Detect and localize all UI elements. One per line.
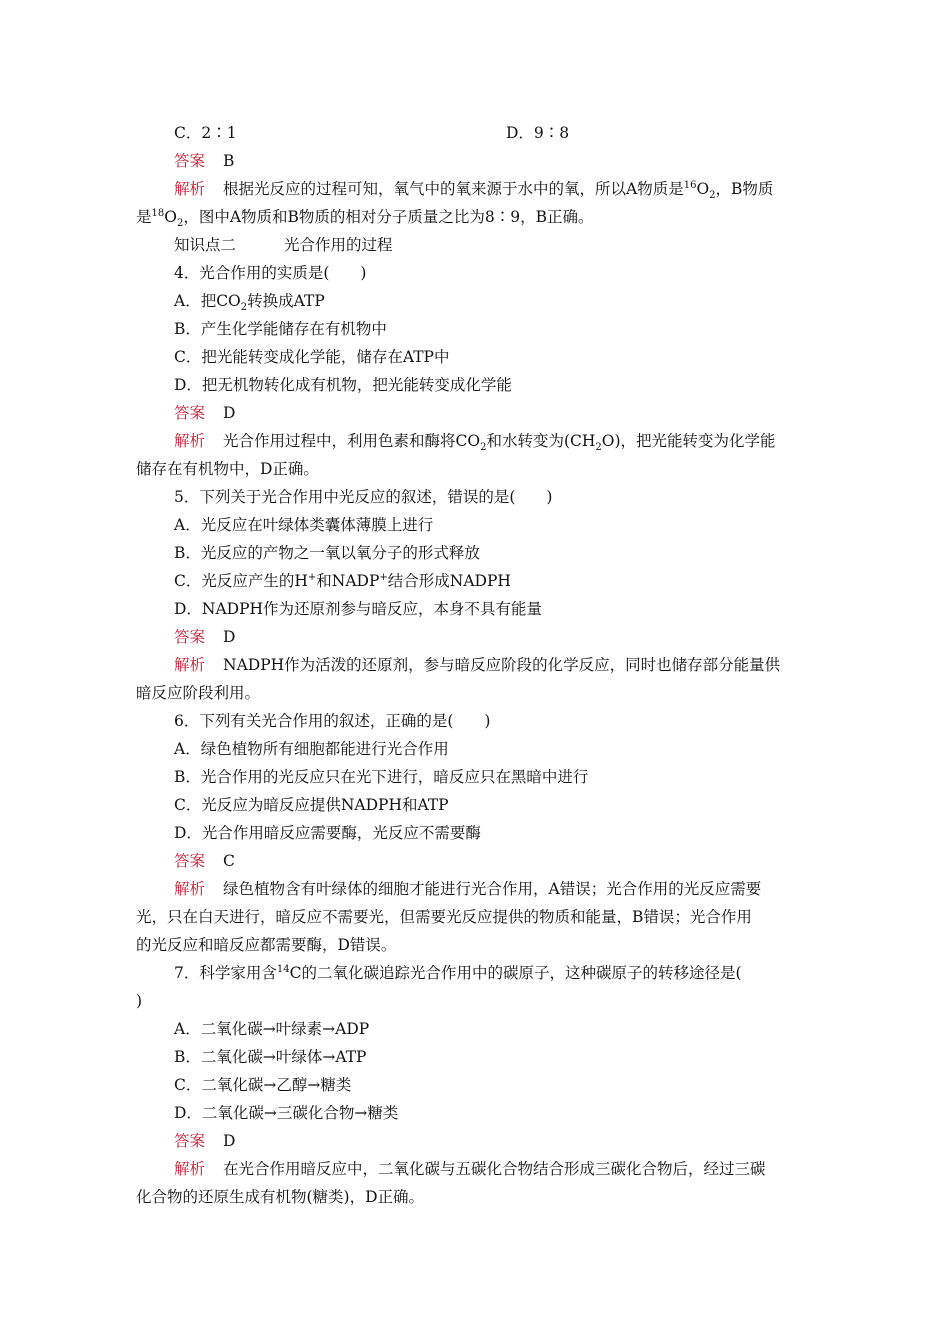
q4-option-d: D．把无机物转化成有机物，把光能转变成化学能: [174, 376, 512, 394]
answer-label: 答案: [174, 852, 206, 870]
q4-option-a: A．把$CO_2$转换成ATP: [174, 292, 325, 314]
q5-analysis-line-1: 解析 NADPH作为活泼的还原剂，参与暗反应阶段的化学反应，同时也储存部分能量供: [174, 656, 781, 674]
q7-analysis-line-2: 化合物的还原生成有机物(糖类)，D正确。: [136, 1188, 425, 1206]
q7-option-a: A．二氧化碳→叶绿素→ADP: [174, 1020, 370, 1038]
q5-answer: [0, 627, 950, 647]
q5-option-b: B．光反应的产物之一氧以氧分子的形式释放: [174, 544, 480, 562]
q4-answer: [0, 403, 950, 423]
q6-option-b: B．光合作用的光反应只在光下进行，暗反应只在黑暗中进行: [174, 768, 589, 786]
q6-option-c: C．光反应为暗反应提供NADPH和ATP: [174, 796, 449, 814]
q7-stem-line-2: ): [136, 992, 143, 1010]
q4-analysis-line-2: 储存在有机物中，D正确。: [136, 460, 319, 478]
answer-label: 答案: [174, 404, 206, 422]
q7-stem-line-1: 7．科学家用含$^{14}$C的二氧化碳追踪光合作用中的碳原子，这种碳原子的转移途径是(: [174, 963, 742, 982]
q6-analysis-line-1: 解析 绿色植物含有叶绿体的细胞才能进行光合作用，A错误；光合作用的光反应需要: [174, 880, 762, 898]
q5-stem: 5．下列关于光合作用中光反应的叙述，错误的是( ): [174, 488, 553, 506]
q5-option-a: A．光反应在叶绿体类囊体薄膜上进行: [174, 516, 434, 534]
q5-option-c: C．光反应产生的H+和NADP+结合形成NADPH: [174, 571, 511, 590]
analysis-label: 解析: [174, 180, 206, 198]
q7-option-d: D．二氧化碳→三碳化合物→糖类: [174, 1104, 399, 1122]
q4-option-c: C．把光能转变成化学能，储存在ATP中: [174, 348, 450, 366]
q7-option-b: B．二氧化碳→叶绿体→ATP: [174, 1048, 367, 1066]
answer-label: 答案: [174, 152, 206, 170]
q3-analysis-line-1: 解析 根据光反应的过程可知，氧气中的氧来源于水中的氧，所以A物质是$^{16}O_2$，B物质: [174, 179, 774, 202]
q6-option-d: D．光合作用暗反应需要酶，光反应不需要酶: [174, 824, 481, 842]
q4-analysis-line-1: 解析 光合作用过程中，利用色素和酶将$CO_2$和水转变为$(CH_2O)$，把光能转变为化学能: [174, 432, 776, 454]
analysis-label: 解析: [174, 432, 206, 450]
section-label: 知识点二: [174, 236, 237, 254]
q6-analysis-line-2: 光，只在白天进行，暗反应不需要光，但需要光反应提供的物质和能量，B错误；光合作用: [136, 908, 752, 926]
q3-option-c: C．2∶1: [174, 124, 237, 142]
answer-value: D: [223, 404, 236, 422]
answer-label: 答案: [174, 1132, 206, 1150]
answer-value: D: [223, 1132, 236, 1150]
q7-answer: [0, 1131, 950, 1151]
q4-option-b: B．产生化学能储存在有机物中: [174, 320, 387, 338]
answer-value: C: [223, 852, 235, 870]
q6-option-a: A．绿色植物所有细胞都能进行光合作用: [174, 740, 449, 758]
analysis-label: 解析: [174, 656, 206, 674]
q3-analysis-line-2: 是$^{18}O_2$，图中A物质和B物质的相对分子质量之比为8∶9，B正确。: [136, 207, 594, 230]
q6-analysis-line-3: 的光反应和暗反应都需要酶，D错误。: [136, 936, 397, 954]
section-title: 光合作用的过程: [284, 236, 393, 254]
answer-label: 答案: [174, 628, 206, 646]
q3-answer: [0, 151, 950, 171]
q7-analysis-line-1: 解析 在光合作用暗反应中，二氧化碳与五碳化合物结合形成三碳化合物后，经过三碳: [174, 1160, 766, 1178]
q3-option-d: D．9∶8: [506, 124, 570, 142]
q4-stem: 4．光合作用的实质是( ): [174, 264, 367, 282]
answer-value: D: [223, 628, 236, 646]
q6-stem: 6．下列有关光合作用的叙述，正确的是( ): [174, 712, 491, 730]
q6-answer: [0, 851, 950, 871]
answer-value: B: [223, 152, 235, 170]
q5-option-d: D．NADPH作为还原剂参与暗反应，本身不具有能量: [174, 600, 543, 618]
q7-option-c: C．二氧化碳→乙醇→糖类: [174, 1076, 352, 1094]
q5-analysis-line-2: 暗反应阶段利用。: [136, 684, 261, 702]
analysis-label: 解析: [174, 1160, 206, 1178]
section-heading: [0, 235, 950, 255]
analysis-label: 解析: [174, 880, 206, 898]
